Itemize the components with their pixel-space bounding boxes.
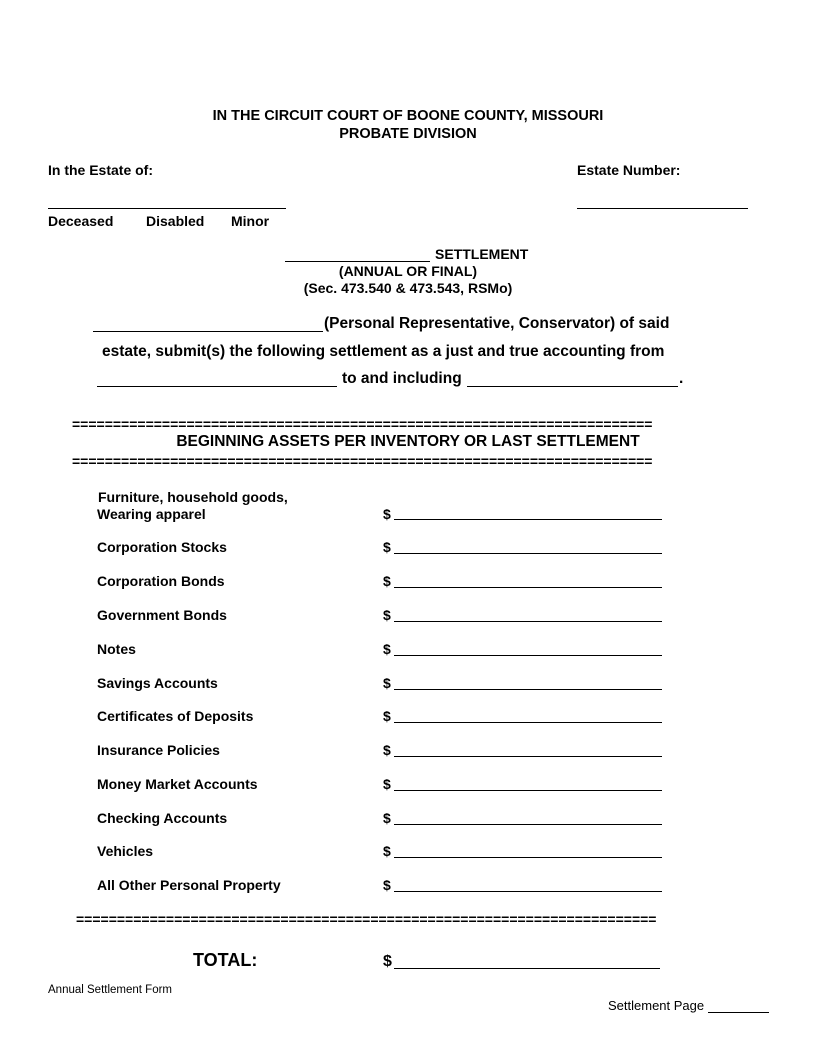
estate-number-field[interactable]: [577, 208, 748, 209]
asset-dollar-sign: $: [383, 708, 391, 724]
asset-amount-field[interactable]: [394, 756, 662, 757]
statement-line-2: estate, submit(s) the following settlement as a just and true accounting from: [102, 343, 665, 360]
asset-amount-field[interactable]: [394, 519, 662, 520]
statement-line-3-end: .: [679, 370, 684, 387]
asset-label: Vehicles: [97, 843, 154, 859]
page-label: Settlement Page: [608, 998, 705, 1013]
status-deceased[interactable]: Deceased: [48, 213, 114, 229]
representative-name-field[interactable]: [93, 331, 323, 332]
asset-dollar-sign: $: [383, 607, 391, 623]
asset-dollar-sign: $: [383, 776, 391, 792]
total-dollar-sign: $: [383, 953, 392, 970]
division-heading: PROBATE DIVISION: [339, 126, 477, 142]
settlement-type-note: (ANNUAL OR FINAL): [338, 263, 478, 279]
separator-bottom: =======================================================================: [76, 911, 657, 927]
asset-label: Checking Accounts: [97, 810, 228, 826]
asset-label: Money Market Accounts: [97, 776, 258, 792]
asset-label: Certificates of Deposits: [97, 708, 254, 724]
asset-amount-field[interactable]: [394, 655, 662, 656]
settlement-type-field[interactable]: [285, 261, 430, 262]
asset-label: Insurance Policies: [97, 742, 220, 758]
asset-label: Savings Accounts: [97, 675, 218, 691]
asset-amount-field[interactable]: [394, 553, 662, 554]
section-title: BEGINNING ASSETS PER INVENTORY OR LAST SETTLEMENT: [176, 433, 640, 450]
asset-amount-field[interactable]: [394, 621, 662, 622]
page-number-field[interactable]: [708, 1012, 769, 1013]
asset-dollar-sign: $: [383, 641, 391, 657]
end-date-field[interactable]: [467, 386, 678, 387]
form-name: Annual Settlement Form: [48, 984, 173, 996]
asset-amount-field[interactable]: [394, 857, 662, 858]
asset-label: Notes: [97, 641, 136, 657]
separator-top: =======================================================================: [72, 416, 653, 432]
settlement-title: SETTLEMENT: [435, 246, 529, 262]
asset-dollar-sign: $: [383, 506, 391, 522]
asset-amount-field[interactable]: [394, 790, 662, 791]
estate-name-field[interactable]: [48, 208, 286, 209]
estate-number-label: Estate Number:: [577, 162, 681, 178]
asset-label-furniture-line2: Wearing apparel: [97, 506, 206, 522]
statement-line-1: (Personal Representative, Conservator) of said: [324, 315, 670, 332]
start-date-field[interactable]: [97, 386, 337, 387]
separator-middle: =======================================================================: [72, 453, 653, 469]
asset-label: Corporation Stocks: [97, 539, 227, 555]
total-label: TOTAL:: [193, 950, 258, 970]
asset-amount-field[interactable]: [394, 891, 662, 892]
status-minor[interactable]: Minor: [231, 213, 270, 229]
asset-label: All Other Personal Property: [97, 877, 281, 893]
asset-amount-field[interactable]: [394, 824, 662, 825]
asset-dollar-sign: $: [383, 877, 391, 893]
asset-amount-field[interactable]: [394, 689, 662, 690]
court-heading: IN THE CIRCUIT COURT OF BOONE COUNTY, MISSOURI: [212, 108, 604, 124]
statement-line-3-mid: to and including: [342, 370, 462, 387]
total-amount-field[interactable]: [394, 968, 660, 969]
asset-label: Corporation Bonds: [97, 573, 225, 589]
asset-dollar-sign: $: [383, 742, 391, 758]
asset-label: Government Bonds: [97, 607, 227, 623]
estate-of-label: In the Estate of:: [48, 162, 154, 178]
asset-dollar-sign: $: [383, 539, 391, 555]
status-disabled[interactable]: Disabled: [146, 213, 205, 229]
asset-label-furniture-line1: Furniture, household goods,: [98, 489, 288, 505]
asset-amount-field[interactable]: [394, 587, 662, 588]
asset-dollar-sign: $: [383, 843, 391, 859]
asset-dollar-sign: $: [383, 573, 391, 589]
asset-amount-field[interactable]: [394, 722, 662, 723]
statute-reference: (Sec. 473.540 & 473.543, RSMo): [303, 280, 513, 296]
asset-dollar-sign: $: [383, 810, 391, 826]
asset-dollar-sign: $: [383, 675, 391, 691]
